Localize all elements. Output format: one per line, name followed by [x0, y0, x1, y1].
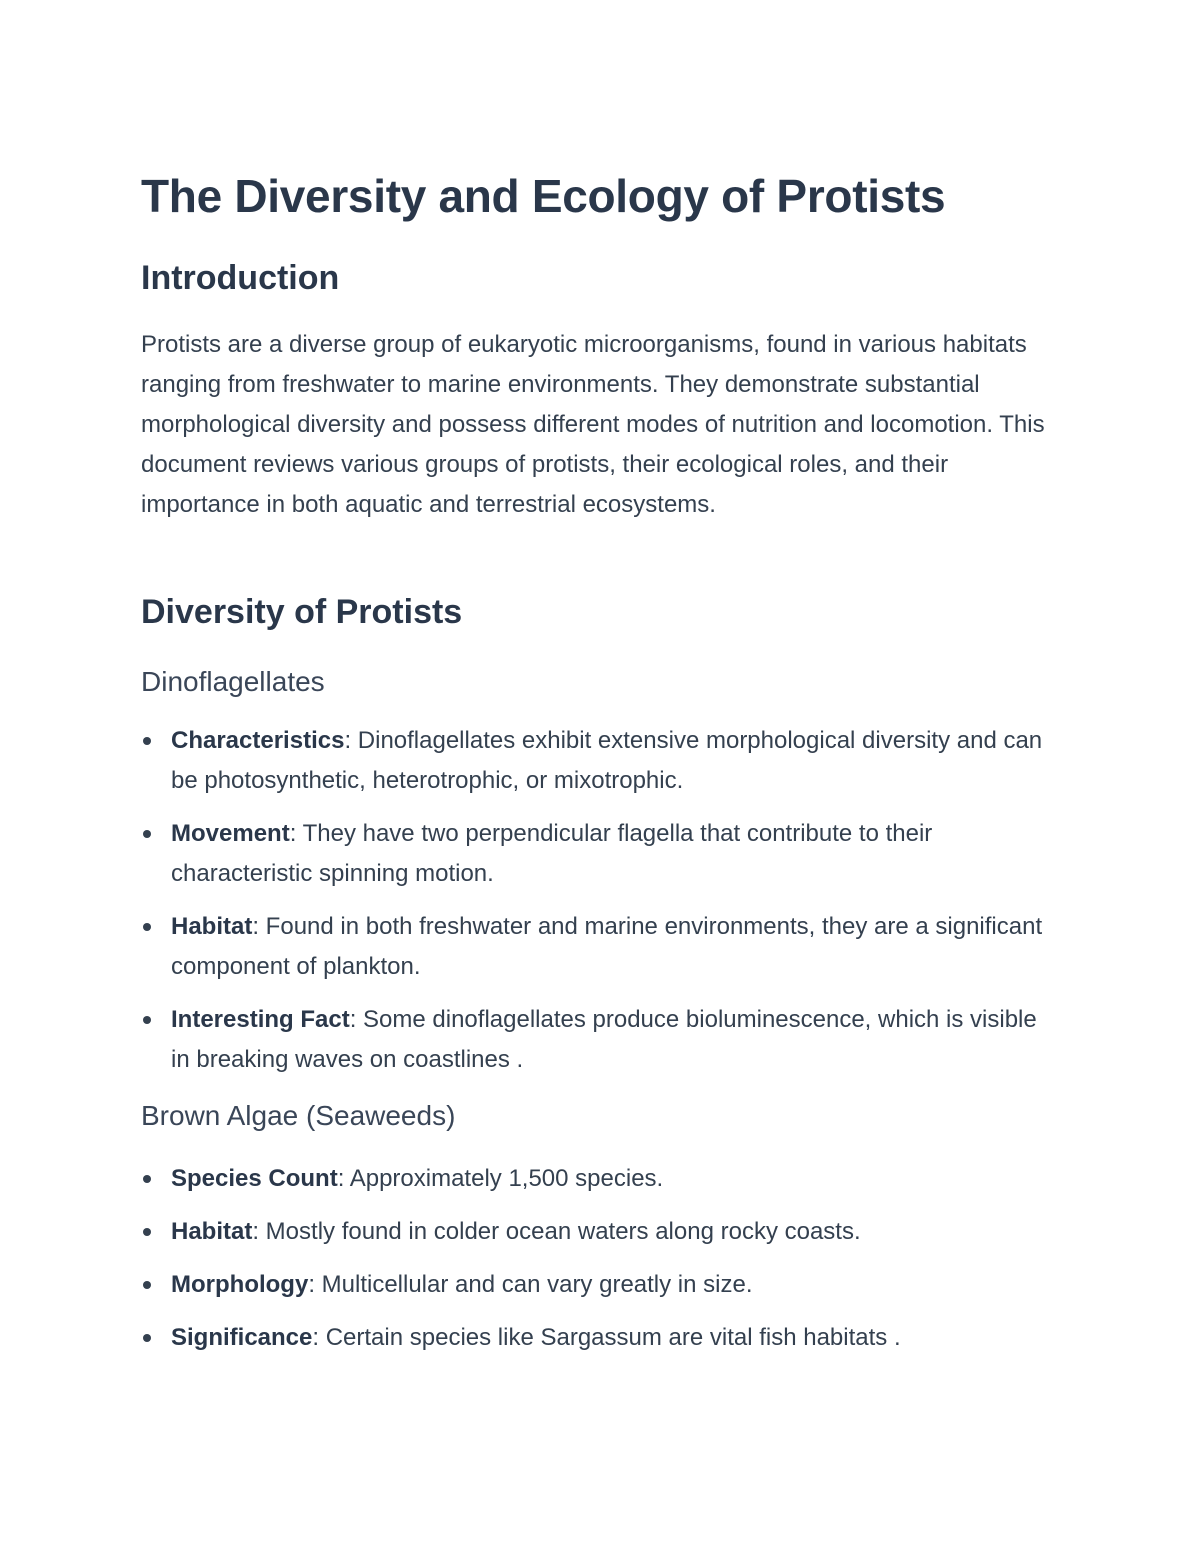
item-label: Interesting Fact: [171, 1006, 350, 1033]
item-label: Habitat: [171, 1218, 253, 1245]
dinoflagellates-heading: Dinoflagellates: [141, 666, 325, 697]
item-text: : Multicellular and can vary greatly in size.: [308, 1271, 753, 1298]
item-label: Species Count: [171, 1165, 338, 1192]
introduction-paragraph: Protists are a diverse group of eukaryotic microorganisms, found in various habitats ranging from freshwater to marine environments. They demonstrate substantial morphological diversity and possess different modes of nutrition and locomotion. This document reviews various groups of protists, their ecological roles, and their importance in both aquatic and terrestrial ecosystems.: [141, 331, 1045, 518]
item-label: Significance: [171, 1324, 313, 1351]
bullet-icon: [143, 1016, 151, 1024]
list-item: [141, 1159, 1061, 1199]
dinoflagellates-list: [141, 721, 1061, 1093]
item-text: : They have two perpendicular flagella that contribute to their characteristic spinning motion.: [171, 820, 933, 887]
list-item: [141, 1212, 1061, 1252]
list-item: [141, 1265, 1061, 1305]
item-text: : Mostly found in colder ocean waters along rocky coasts.: [252, 1218, 861, 1245]
list-item: [141, 814, 1061, 894]
bullet-icon: [143, 830, 151, 838]
diversity-heading: Diversity of Protists: [141, 593, 463, 631]
list-item: [141, 1000, 1061, 1080]
item-label: Habitat: [171, 913, 253, 940]
brown-algae-list: [141, 1159, 1061, 1371]
document-title: The Diversity and Ecology of Protists: [141, 170, 946, 222]
item-text: : Approximately 1,500 species.: [337, 1165, 664, 1192]
item-label: Characteristics: [171, 727, 345, 754]
item-text: : Found in both freshwater and marine environments, they are a significant component of plankton.: [171, 913, 1043, 980]
item-label: Movement: [171, 820, 290, 847]
bullet-icon: [143, 1175, 151, 1183]
bullet-icon: [143, 1334, 151, 1342]
bullet-icon: [143, 1228, 151, 1236]
item-text: : Some dinoflagellates produce bioluminescence, which is visible in breaking waves on coastlines .: [171, 1006, 1037, 1073]
list-item: [141, 1318, 1061, 1358]
bullet-icon: [143, 1281, 151, 1289]
list-item: [141, 721, 1061, 801]
bullet-icon: [143, 737, 151, 745]
list-item: [141, 907, 1061, 987]
item-text: : Certain species like Sargassum are vital fish habitats .: [312, 1324, 901, 1351]
item-label: Morphology: [171, 1271, 309, 1298]
bullet-icon: [143, 923, 151, 931]
introduction-heading: Introduction: [141, 259, 340, 297]
brown-algae-heading: Brown Algae (Seaweeds): [141, 1100, 456, 1131]
item-text: : Dinoflagellates exhibit extensive morphological diversity and can be photosynthetic, heterotrophic, or mixotrophic.: [171, 727, 1043, 794]
